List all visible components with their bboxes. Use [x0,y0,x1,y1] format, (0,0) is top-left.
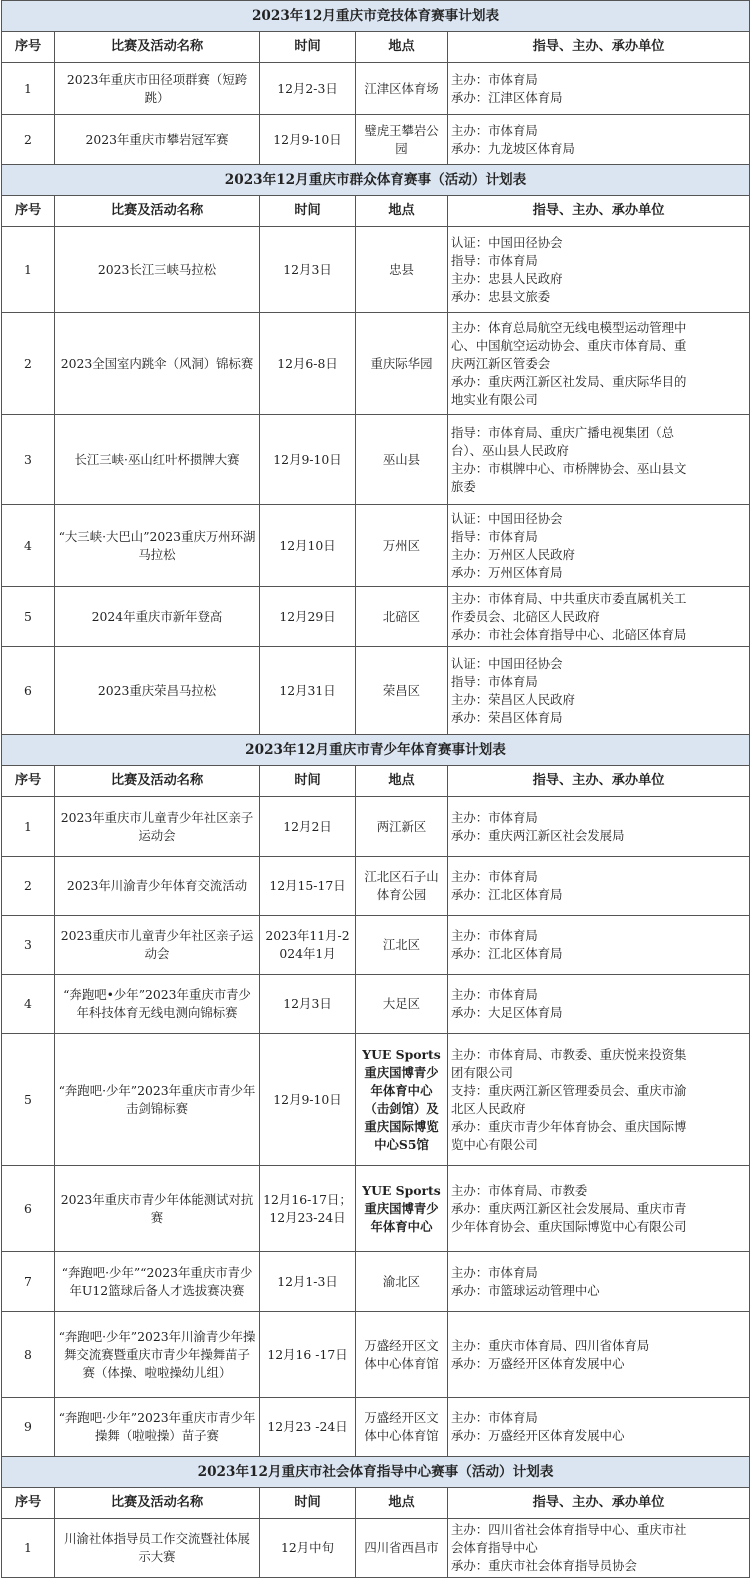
cell-name: “奔跑吧·少年”2023年重庆市青少年操舞（啦啦操）苗子赛 [55,1398,260,1457]
section-title-row [2,1457,750,1488]
cell-place: 万盛经开区文体中心体育馆 [356,1398,448,1457]
cell-name: 2023年重庆市儿童青少年社区亲子运动会 [55,797,260,857]
cell-org [448,916,750,975]
cell-place: 荣昌区 [356,647,448,735]
table-row [2,1398,750,1457]
org-line: 台）、巫山县人民政府 [451,442,569,458]
header-org: 指导、主办、承办单位 [448,1488,750,1519]
section-title: 2023年12月重庆市群众体育赛事（活动）计划表 [2,165,750,196]
table-row [2,1252,750,1312]
section-title-row [2,165,750,196]
table-row [2,857,750,916]
cell-time: 2023年11月-2024年1月 [260,916,356,975]
header-place: 地点 [356,766,448,797]
header-name: 比赛及活动名称 [55,32,260,63]
cell-org [448,1398,750,1457]
cell-place: 璧虎王攀岩公园 [356,115,448,165]
table-row [2,115,750,165]
cell-no: 1 [2,227,55,313]
header-org: 指导、主办、承办单位 [448,766,750,797]
cell-name: 2023年川渝青少年体育交流活动 [55,857,260,916]
org-line: 主办：市体育局 [451,122,538,138]
org-line: 心、中国航空运动协会、重庆市体育局、重 [451,337,687,353]
table-row [2,587,750,647]
org-line: 承办：重庆市社会体育指导员协会 [451,1558,637,1573]
header-no: 序号 [2,32,55,63]
cell-name: “奔跑吧·少年”“2023年重庆市青少年U12篮球后备人才选拔赛决赛 [55,1252,260,1312]
cell-name: 2023全国室内跳伞（风洞）锦标赛 [55,313,260,415]
section-title: 2023年12月重庆市青少年体育赛事计划表 [2,735,750,766]
table-row [2,505,750,587]
header-no: 序号 [2,196,55,227]
org-line: 承办：重庆市青少年体育协会、重庆国际博 [451,1118,687,1134]
org-line: 主办：市体育局 [451,1410,538,1425]
org-line: 主办：市体育局、中共重庆市委直属机关工 [451,590,687,606]
section-title: 2023年12月重庆市竞技体育赛事计划表 [2,1,750,32]
cell-name: “奔跑吧•少年”2023年重庆市青少年科技体育无线电测向锦标赛 [55,975,260,1034]
cell-org [448,63,750,115]
org-line: 承办：重庆两江新区社会发展局、重庆市青 [451,1200,687,1216]
cell-place: 北碚区 [356,587,448,647]
org-line: 指导：市体育局 [451,528,538,544]
org-line: 会体育指导中心 [451,1540,538,1555]
cell-place: 重庆际华园 [356,313,448,415]
org-line: 主办：市体育局 [451,869,538,884]
table-row [2,1519,750,1578]
cell-org [448,1519,750,1578]
header-name: 比赛及活动名称 [55,1488,260,1519]
cell-no: 8 [2,1312,55,1398]
header-time: 时间 [260,32,356,63]
cell-no: 2 [2,115,55,165]
cell-place: YUE Sports重庆国博青少年体育中心（击剑馆）及重庆国际博览中心S5馆 [356,1034,448,1166]
cell-time: 12月3日 [260,975,356,1034]
cell-name: 2023长江三峡马拉松 [55,227,260,313]
cell-no: 5 [2,1034,55,1166]
cell-time: 12月中旬 [260,1519,356,1578]
org-line: 旅委 [451,478,476,494]
header-no: 序号 [2,1488,55,1519]
table-row [2,1312,750,1398]
cell-org [448,505,750,587]
cell-no: 3 [2,415,55,505]
cell-no: 1 [2,1519,55,1578]
cell-time: 12月15-17日 [260,857,356,916]
cell-org [448,1034,750,1166]
table-row [2,916,750,975]
header-time: 时间 [260,766,356,797]
cell-org [448,857,750,916]
org-line: 览中心有限公司 [451,1136,538,1152]
org-line: 承办：市社会体育指导中心、北碚区体育局 [451,626,687,642]
table-row [2,647,750,735]
header-name: 比赛及活动名称 [55,766,260,797]
cell-no: 2 [2,313,55,415]
header-place: 地点 [356,32,448,63]
cell-place: 江北区石子山体育公园 [356,857,448,916]
cell-org [448,975,750,1034]
cell-time: 12月1-3日 [260,1252,356,1312]
cell-no: 1 [2,797,55,857]
cell-time: 12月6-8日 [260,313,356,415]
cell-no: 4 [2,505,55,587]
table-row [2,227,750,313]
cell-org [448,797,750,857]
org-line: 支持：重庆两江新区管理委员会、重庆市渝 [451,1082,687,1098]
org-line: 主办：忠县人民政府 [451,270,563,286]
cell-org [448,1252,750,1312]
header-time: 时间 [260,196,356,227]
cell-no: 2 [2,857,55,916]
cell-org [448,115,750,165]
header-no: 序号 [2,766,55,797]
cell-place: 大足区 [356,975,448,1034]
table-row [2,63,750,115]
org-line: 承办：江北区体育局 [451,887,563,902]
org-line: 庆两江新区管委会 [451,355,551,371]
org-line: 承办：江北区体育局 [451,946,563,961]
cell-no: 6 [2,647,55,735]
cell-time: 12月29日 [260,587,356,647]
org-line: 北区人民政府 [451,1100,526,1116]
section-title: 2023年12月重庆市社会体育指导中心赛事（活动）计划表 [2,1457,750,1488]
org-line: 主办：体育总局航空无线电模型运动管理中 [451,319,687,335]
cell-place: 江北区 [356,916,448,975]
org-line: 承办：万盛经开区体育发展中心 [451,1428,625,1443]
cell-time: 12月10日 [260,505,356,587]
header-org: 指导、主办、承办单位 [448,32,750,63]
table-row [2,415,750,505]
org-line: 指导：市体育局 [451,673,538,689]
org-line: 主办：市体育局 [451,809,538,825]
header-org: 指导、主办、承办单位 [448,196,750,227]
cell-place: 万州区 [356,505,448,587]
cell-place: 渝北区 [356,1252,448,1312]
cell-org [448,1166,750,1252]
table-row [2,313,750,415]
cell-place: YUE Sports重庆国博青少年体育中心 [356,1166,448,1252]
header-time: 时间 [260,1488,356,1519]
cell-name: “奔跑吧·少年”2023年川渝青少年操舞交流赛暨重庆市青少年操舞苗子赛（体操、啦啦操幼儿组） [55,1312,260,1398]
section-title-row [2,735,750,766]
org-line: 主办：市体育局、市教委、重庆悦来投资集 [451,1046,687,1062]
cell-time: 12月16 -17日 [260,1312,356,1398]
cell-name: 2023重庆荣昌马拉松 [55,647,260,735]
cell-org [448,415,750,505]
header-place: 地点 [356,196,448,227]
org-line: 承办：万盛经开区体育发展中心 [451,1355,625,1371]
cell-place: 忠县 [356,227,448,313]
org-line: 少年体育协会、重庆国际博览中心有限公司 [451,1218,687,1234]
org-line: 主办：万州区人民政府 [451,546,575,562]
org-line: 主办：市棋牌中心、市桥牌协会、巫山县文 [451,460,687,476]
cell-name: 长江三峡·巫山红叶杯掼牌大赛 [55,415,260,505]
org-line: 指导：市体育局、重庆广播电视集团（总 [451,424,675,440]
cell-time: 12月9-10日 [260,415,356,505]
cell-name: 2023年重庆市田径项群赛（短跨跳） [55,63,260,115]
table-body [2,1,750,1578]
cell-time: 12月2-3日 [260,63,356,115]
cell-org [448,587,750,647]
org-line: 认证：中国田径协会 [451,510,563,526]
cell-no: 1 [2,63,55,115]
org-line: 承办：江津区体育局 [451,89,563,105]
org-line: 承办：重庆两江新区社会发展局 [451,827,625,843]
cell-name: 2023年重庆市攀岩冠军赛 [55,115,260,165]
org-line: 主办：市体育局、市教委 [451,1182,588,1198]
cell-time: 12月31日 [260,647,356,735]
header-name: 比赛及活动名称 [55,196,260,227]
org-line: 主办：重庆市体育局、四川省体育局 [451,1337,650,1353]
cell-no: 7 [2,1252,55,1312]
table-row [2,975,750,1034]
org-line: 认证：中国田径协会 [451,234,563,250]
org-line: 指导：市体育局 [451,252,538,268]
cell-org [448,227,750,313]
org-line: 主办：市体育局 [451,987,538,1002]
cell-place: 两江新区 [356,797,448,857]
org-line: 承办：荣昌区体育局 [451,709,563,725]
cell-place: 四川省西昌市 [356,1519,448,1578]
table-row [2,1034,750,1166]
cell-time: 12月3日 [260,227,356,313]
org-line: 承办：重庆两江新区社发局、重庆际华目的 [451,373,687,389]
cell-name: “奔跑吧·少年”2023年重庆市青少年击剑锦标赛 [55,1034,260,1166]
header-place: 地点 [356,1488,448,1519]
org-line: 团有限公司 [451,1064,513,1080]
org-line: 承办：九龙坡区体育局 [451,140,575,156]
cell-place: 江津区体育场 [356,63,448,115]
org-line: 作委员会、北碚区人民政府 [451,608,600,624]
table-row [2,1166,750,1252]
cell-name: “大三峡·大巴山”2023重庆万州环湖马拉松 [55,505,260,587]
cell-time: 12月2日 [260,797,356,857]
cell-no: 4 [2,975,55,1034]
org-line: 承办：万州区体育局 [451,564,563,580]
table-row [2,797,750,857]
event-schedule-table [1,0,750,1578]
cell-name: 2024年重庆市新年登高 [55,587,260,647]
cell-time: 12月9-10日 [260,1034,356,1166]
cell-place: 巫山县 [356,415,448,505]
cell-no: 3 [2,916,55,975]
section-title-row [2,1,750,32]
cell-org [448,313,750,415]
org-line: 主办：市体育局 [451,1264,538,1280]
cell-name: 川渝社体指导员工作交流暨社体展示大赛 [55,1519,260,1578]
org-line: 主办：市体育局 [451,71,538,87]
org-line: 认证：中国田径协会 [451,655,563,671]
org-line: 承办：大足区体育局 [451,1005,563,1020]
cell-org [448,1312,750,1398]
cell-place: 万盛经开区文体中心体育馆 [356,1312,448,1398]
org-line: 主办：市体育局 [451,928,538,943]
org-line: 承办：市篮球运动管理中心 [451,1282,600,1298]
org-line: 地实业有限公司 [451,391,538,407]
cell-name: 2023重庆市儿童青少年社区亲子运动会 [55,916,260,975]
header-row [2,32,750,63]
org-line: 承办：忠县文旅委 [451,288,551,304]
cell-time: 12月23 -24日 [260,1398,356,1457]
org-line: 主办：荣昌区人民政府 [451,691,575,707]
header-row [2,196,750,227]
org-line: 主办：四川省社会体育指导中心、重庆市社 [451,1522,687,1537]
header-row [2,766,750,797]
cell-name: 2023年重庆市青少年体能测试对抗赛 [55,1166,260,1252]
header-row [2,1488,750,1519]
cell-no: 6 [2,1166,55,1252]
cell-time: 12月9-10日 [260,115,356,165]
cell-no: 5 [2,587,55,647]
cell-org [448,647,750,735]
cell-no: 9 [2,1398,55,1457]
cell-time: 12月16-17日；12月23-24日 [260,1166,356,1252]
